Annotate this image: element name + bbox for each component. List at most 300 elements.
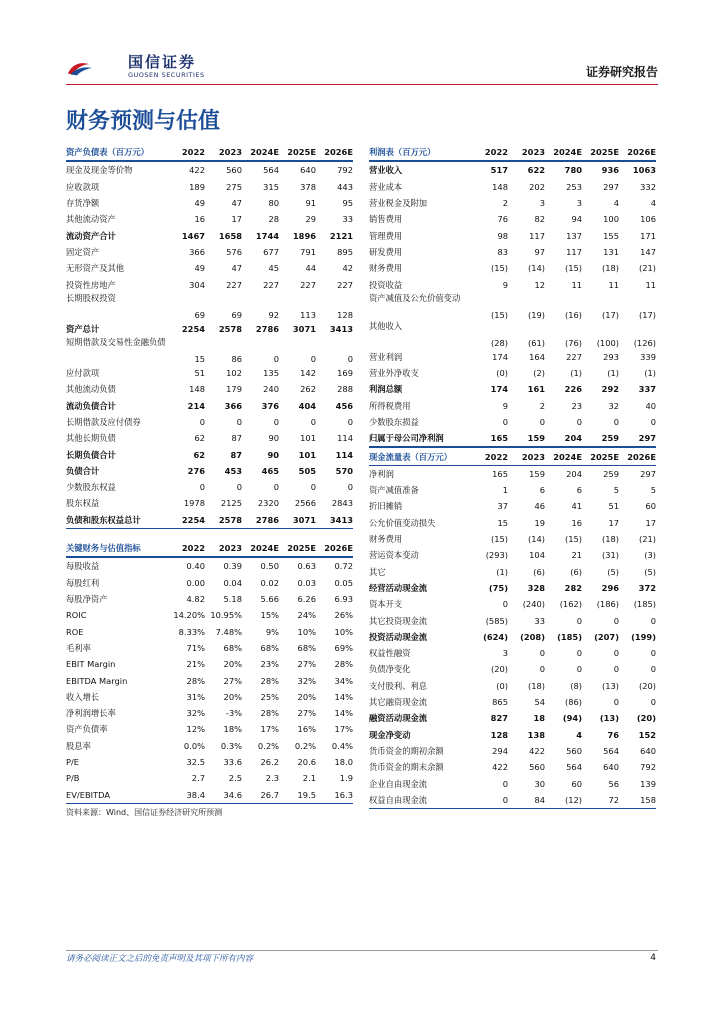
cell-value: 16	[194, 214, 205, 225]
row-label: P/B	[66, 773, 80, 784]
cell-value: 24%	[297, 610, 316, 621]
cell-value: 6.26	[297, 594, 316, 605]
cell-value: 6	[539, 485, 545, 496]
page-number: 4	[650, 953, 656, 963]
table-row	[369, 398, 656, 414]
cell-value: 174	[490, 384, 508, 395]
row-label: 长期负债合计	[66, 449, 116, 460]
table-row	[369, 531, 656, 547]
table-row	[369, 596, 656, 612]
cell-value: 29	[305, 214, 316, 225]
row-label: 投资性房地产	[66, 279, 116, 290]
cell-value: 422	[492, 762, 508, 773]
cell-value: 47	[231, 263, 242, 274]
cell-value: 3	[502, 648, 508, 659]
cell-value: 171	[640, 230, 656, 241]
cell-value: 297	[619, 430, 656, 447]
cell-value: (20)	[638, 680, 656, 691]
cell-value: 517	[490, 165, 508, 176]
cell-value: 0	[310, 482, 316, 493]
disclaimer-note: 请务必阅读正文之后的免责声明及其项下所有内容	[66, 954, 254, 964]
table-row	[66, 738, 353, 754]
cell-value: 0.02	[260, 577, 279, 588]
cell-value: 69	[231, 309, 242, 320]
cell-value: 0	[576, 664, 582, 675]
cell-value: 570	[335, 465, 353, 476]
table-row	[66, 293, 353, 321]
cell-value: 576	[226, 246, 242, 257]
cell-value: 104	[529, 550, 545, 561]
cell-value: 297	[603, 181, 619, 192]
row-label: 管理费用	[369, 230, 403, 241]
year-header: 2022	[168, 540, 205, 557]
row-label: 应付款项	[66, 368, 100, 379]
table-title: 利润表（百万元）	[369, 144, 471, 161]
cell-value: 158	[619, 792, 656, 809]
row-label: 长期借款及应付债券	[66, 417, 141, 427]
row-label: EBIT Margin	[66, 659, 116, 670]
row-label: 流动资产合计	[66, 230, 116, 241]
cell-value: 37	[497, 501, 508, 512]
cell-value: 17	[231, 214, 242, 225]
cell-value: 0.03	[297, 577, 316, 588]
row-label: 少数股东损益	[369, 417, 419, 427]
cell-value: 640	[300, 165, 316, 176]
table-row	[369, 430, 656, 447]
table-row	[369, 179, 656, 195]
cell-value: 32.5	[186, 757, 205, 767]
cell-value: 5.18	[223, 594, 242, 605]
cell-value: 2121	[329, 230, 353, 241]
cell-value: (21)	[638, 263, 656, 274]
cell-value: 68%	[260, 642, 279, 653]
cell-value: 27%	[297, 659, 316, 670]
cell-value: 164	[529, 351, 545, 362]
cell-value: 45	[268, 263, 279, 274]
row-label: 现金及现金等价物	[66, 165, 133, 176]
cell-value: (15)	[564, 263, 582, 274]
year-header: 2026E	[619, 447, 656, 465]
cell-value: 18	[533, 713, 545, 724]
table-row	[369, 244, 656, 260]
cell-value: 113	[300, 309, 316, 320]
cell-value: (207)	[594, 631, 619, 642]
year-header: 2023	[508, 447, 545, 465]
cell-value: 51	[608, 501, 619, 512]
cell-value: (13)	[599, 713, 619, 724]
cell-value: 23	[571, 400, 582, 411]
row-label: 无形资产及其他	[66, 263, 125, 274]
cell-value: (20)	[490, 664, 508, 675]
cell-value: 0.2%	[294, 740, 316, 751]
table-row	[66, 575, 353, 591]
cell-value: 41	[571, 501, 582, 512]
cell-value: 16%	[297, 724, 316, 735]
cell-value: 86	[231, 353, 242, 364]
cell-value: 189	[189, 181, 205, 192]
table-row	[66, 463, 353, 479]
cell-value: -3%	[225, 708, 242, 719]
row-label: 长期股权投资	[66, 292, 116, 303]
cell-value: 27%	[297, 708, 316, 719]
cell-value: 9	[502, 279, 508, 290]
table-row	[66, 276, 353, 292]
cell-value: 282	[564, 582, 582, 593]
cell-value: 3	[539, 198, 545, 209]
table-row	[369, 564, 656, 580]
table-title: 现金流量表（百万元）	[369, 447, 471, 465]
cell-value: 14%	[334, 691, 353, 702]
cell-value: 117	[529, 230, 545, 241]
cell-value: 10%	[334, 626, 353, 637]
cell-value: 0	[539, 417, 545, 427]
cell-value: 137	[566, 230, 582, 241]
cell-value: 100	[603, 214, 619, 225]
cell-value: 0	[576, 648, 582, 659]
cell-value: 288	[337, 384, 353, 395]
row-label: 存货净额	[66, 198, 100, 209]
cell-value: 17%	[334, 724, 353, 735]
cell-value: (199)	[631, 631, 656, 642]
cell-value: (0)	[496, 680, 508, 691]
row-label: 每股红利	[66, 577, 100, 588]
cell-value: 62	[194, 433, 205, 444]
cell-value: 226	[564, 384, 582, 395]
table-row	[66, 211, 353, 227]
cell-value: 69	[194, 309, 205, 320]
cell-value: 865	[492, 697, 508, 708]
cell-value: (240)	[522, 599, 545, 610]
cell-value: 95	[342, 198, 353, 209]
table-row	[66, 689, 353, 705]
year-header: 2022	[168, 144, 205, 161]
cell-value: 28%	[334, 659, 353, 670]
cell-value: 564	[263, 165, 279, 176]
table-row	[369, 678, 656, 694]
cell-value: 292	[601, 384, 619, 395]
table-row	[66, 446, 353, 462]
cell-value: 101	[300, 433, 316, 444]
cell-value: 62	[193, 449, 205, 460]
cell-value: 179	[226, 384, 242, 395]
year-header: 2023	[205, 540, 242, 557]
row-label: 资产总计	[66, 323, 100, 334]
table-row	[66, 754, 353, 770]
cell-value: 227	[300, 279, 316, 290]
cell-value: 102	[226, 368, 242, 379]
table-title: 资产负债表（百万元）	[66, 144, 168, 161]
cell-value: 564	[603, 745, 619, 756]
row-label: 负债净变化	[369, 664, 411, 675]
cell-value: 3413	[329, 323, 353, 334]
cell-value: 98	[497, 230, 508, 241]
cell-value: 262	[300, 384, 316, 395]
table-row	[66, 705, 353, 721]
table-row	[369, 365, 656, 381]
cell-value: 0	[613, 664, 619, 675]
table-row	[66, 479, 353, 495]
row-label: 利润总额	[369, 384, 403, 395]
row-label: 投资收益	[369, 279, 403, 290]
cell-value: 0	[199, 482, 205, 493]
cell-value: (17)	[601, 309, 619, 320]
cell-value: 6.93	[334, 594, 353, 605]
cell-value: 0	[650, 417, 656, 427]
cell-value: 91	[305, 198, 316, 209]
balance-sheet-section	[66, 144, 353, 529]
cell-value: 155	[603, 230, 619, 241]
row-label: 营业成本	[369, 181, 403, 192]
cell-value: 0	[273, 482, 279, 493]
row-label: 毛利率	[66, 642, 91, 653]
cell-value: 456	[335, 400, 353, 411]
cell-value: 131	[603, 246, 619, 257]
cell-value: (15)	[490, 309, 508, 320]
cell-value: 936	[601, 165, 619, 176]
cell-value: 0	[576, 615, 582, 626]
cell-value: (5)	[607, 566, 619, 577]
row-label: 营运资本变动	[369, 550, 419, 561]
cell-value: 1978	[183, 498, 205, 509]
table-row	[369, 211, 656, 227]
cell-value: 2	[502, 198, 508, 209]
cell-value: 564	[566, 762, 582, 773]
cell-value: 2578	[205, 512, 242, 529]
row-label: 折旧摊销	[369, 501, 403, 512]
year-header: 2022	[471, 447, 508, 465]
logo-text-cn: 国信证券	[128, 53, 197, 71]
cell-value: 622	[527, 165, 545, 176]
row-label: 财务费用	[369, 263, 403, 274]
cell-value: 17	[645, 517, 656, 528]
row-label: 研发费用	[369, 246, 403, 257]
cell-value: 32%	[186, 708, 205, 719]
row-label: 其他长期负债	[66, 433, 116, 444]
cell-value: 165	[492, 468, 508, 479]
cell-value: 18.0	[334, 757, 353, 767]
cell-value: 780	[564, 165, 582, 176]
guosen-logo-icon	[66, 50, 126, 86]
cell-value: 128	[337, 309, 353, 320]
cell-value: 2578	[218, 323, 242, 334]
logo-text-en: GUOSEN SECURITIES	[128, 71, 205, 79]
table-row	[369, 498, 656, 514]
cell-value: 135	[263, 368, 279, 379]
cell-value: (5)	[644, 566, 656, 577]
cell-value: 44	[305, 263, 316, 274]
cell-value: (86)	[564, 697, 582, 708]
table-row	[369, 195, 656, 211]
cell-value: 297	[640, 468, 656, 479]
cell-value: 0.39	[223, 561, 242, 572]
table-row	[66, 179, 353, 195]
cell-value: (186)	[596, 599, 619, 610]
cell-value: 2.5	[228, 773, 242, 784]
year-header: 2025E	[582, 447, 619, 465]
row-label: 公允价值变动损失	[369, 517, 436, 528]
cell-value: 259	[582, 430, 619, 447]
table-row	[66, 381, 353, 397]
cell-value: 31%	[186, 691, 205, 702]
table-row	[369, 321, 656, 349]
cell-value: 253	[566, 181, 582, 192]
table-row	[66, 623, 353, 639]
year-header: 2026E	[316, 540, 353, 557]
year-header: 2023	[205, 144, 242, 161]
cell-value: 148	[189, 384, 205, 395]
table-header-row	[369, 447, 656, 465]
row-label: 权益自由现金流	[369, 792, 471, 809]
year-header: 2026E	[619, 144, 656, 161]
header-divider	[66, 84, 658, 85]
cell-value: 0	[613, 615, 619, 626]
row-label: 货币资金的期末余额	[369, 762, 444, 773]
row-label: 投资活动现金流	[369, 631, 428, 642]
cell-value: 372	[638, 582, 656, 593]
row-label: 固定资产	[66, 246, 100, 257]
table-row	[369, 276, 656, 292]
cell-value: 443	[337, 181, 353, 192]
row-label: 应收款项	[66, 181, 100, 192]
cell-value: 227	[263, 279, 279, 290]
table-row	[369, 759, 656, 775]
cell-value: (76)	[564, 337, 582, 348]
cell-value: 148	[492, 181, 508, 192]
table-row	[369, 629, 656, 645]
cell-value: 0	[347, 353, 353, 364]
cell-value: 293	[603, 351, 619, 362]
year-header: 2026E	[316, 144, 353, 161]
cell-value: 21	[571, 550, 582, 561]
table-row	[66, 770, 353, 786]
table-row	[369, 694, 656, 710]
cell-value: 0	[236, 482, 242, 493]
row-label: 营业外净收支	[369, 368, 419, 379]
cell-value: 465	[261, 465, 279, 476]
cell-value: 33.6	[223, 757, 242, 767]
cell-value: 0	[576, 417, 582, 427]
cell-value: 82	[534, 214, 545, 225]
cell-value: 2566	[294, 498, 316, 509]
cell-value: 0	[650, 697, 656, 708]
cell-value: 16	[571, 517, 582, 528]
cell-value: 28	[268, 214, 279, 225]
year-header: 2024E	[242, 144, 279, 161]
table-row	[369, 515, 656, 531]
cell-value: (18)	[601, 263, 619, 274]
row-label: 资产减值准备	[369, 485, 419, 496]
cell-value: 128	[490, 729, 508, 740]
cell-value: (624)	[483, 631, 508, 642]
cell-value: 4	[576, 729, 582, 740]
table-row	[369, 792, 656, 809]
table-row	[369, 381, 656, 397]
cell-value: 68%	[223, 642, 242, 653]
cell-value: 87	[230, 449, 242, 460]
cell-value: 227	[226, 279, 242, 290]
cell-value: (15)	[564, 534, 582, 545]
cell-value: 5.66	[260, 594, 279, 605]
year-header: 2024E	[545, 144, 582, 161]
table-row	[66, 244, 353, 260]
table-row	[369, 293, 656, 321]
cell-value: 422	[529, 745, 545, 756]
cell-value: 404	[298, 400, 316, 411]
cell-value: 0	[236, 417, 242, 427]
cell-value: (208)	[520, 631, 545, 642]
cell-value: 11	[608, 279, 619, 290]
row-label: ROE	[66, 626, 84, 637]
cell-value: 214	[187, 400, 205, 411]
cell-value: 101	[298, 449, 316, 460]
cell-value: 0	[502, 778, 508, 789]
income-statement-table	[369, 144, 656, 809]
cell-value: 0	[650, 648, 656, 659]
cell-value: 17%	[260, 724, 279, 735]
cell-value: (31)	[601, 550, 619, 561]
table-row	[66, 672, 353, 688]
row-label: 每股净资产	[66, 594, 108, 605]
cell-value: 56	[608, 778, 619, 789]
cell-value: 0.72	[334, 561, 353, 572]
cell-value: 0	[347, 482, 353, 493]
cell-value: (1)	[607, 368, 619, 379]
cell-value: 106	[640, 214, 656, 225]
table-row	[66, 640, 353, 656]
year-header: 2025E	[582, 144, 619, 161]
cell-value: 34%	[334, 675, 353, 686]
cell-value: (75)	[488, 582, 508, 593]
cell-value: (185)	[633, 599, 656, 610]
table-row	[369, 260, 656, 276]
row-label: 其他流动资产	[66, 214, 116, 225]
key-metrics-section	[66, 540, 353, 804]
cell-value: 40	[645, 400, 656, 411]
cell-value: 159	[529, 468, 545, 479]
cell-value: 30	[534, 778, 545, 789]
cell-value: 90	[267, 449, 279, 460]
cell-value: (13)	[601, 680, 619, 691]
cell-value: 11	[571, 279, 582, 290]
cell-value: 10.95%	[210, 610, 242, 621]
row-label: 销售费用	[369, 214, 403, 225]
cell-value: 32%	[297, 675, 316, 686]
row-label: 支付股利、利息	[369, 680, 428, 691]
cell-value: 227	[337, 279, 353, 290]
cell-value: 0.00	[186, 577, 205, 588]
cell-value: 0	[199, 417, 205, 427]
row-label: 负债和股东权益总计	[66, 512, 168, 529]
row-label: 营业利润	[369, 351, 403, 362]
cell-value: 560	[226, 165, 242, 176]
row-label: 净利润增长率	[66, 708, 116, 719]
table-row	[66, 365, 353, 381]
row-label: 企业自由现金流	[369, 778, 428, 789]
cell-value: 3071	[292, 323, 316, 334]
row-label: P/E	[66, 757, 80, 767]
row-label: 其它	[369, 566, 386, 577]
table-row	[66, 321, 353, 337]
cell-value: 2786	[242, 512, 279, 529]
cell-value: 60	[571, 778, 582, 789]
cell-value: 204	[545, 430, 582, 447]
cell-value: 21%	[186, 659, 205, 670]
cell-value: 26.2	[260, 757, 279, 767]
cell-value: 114	[337, 433, 353, 444]
table-row	[369, 743, 656, 759]
cell-value: 161	[527, 384, 545, 395]
table-row	[369, 547, 656, 563]
